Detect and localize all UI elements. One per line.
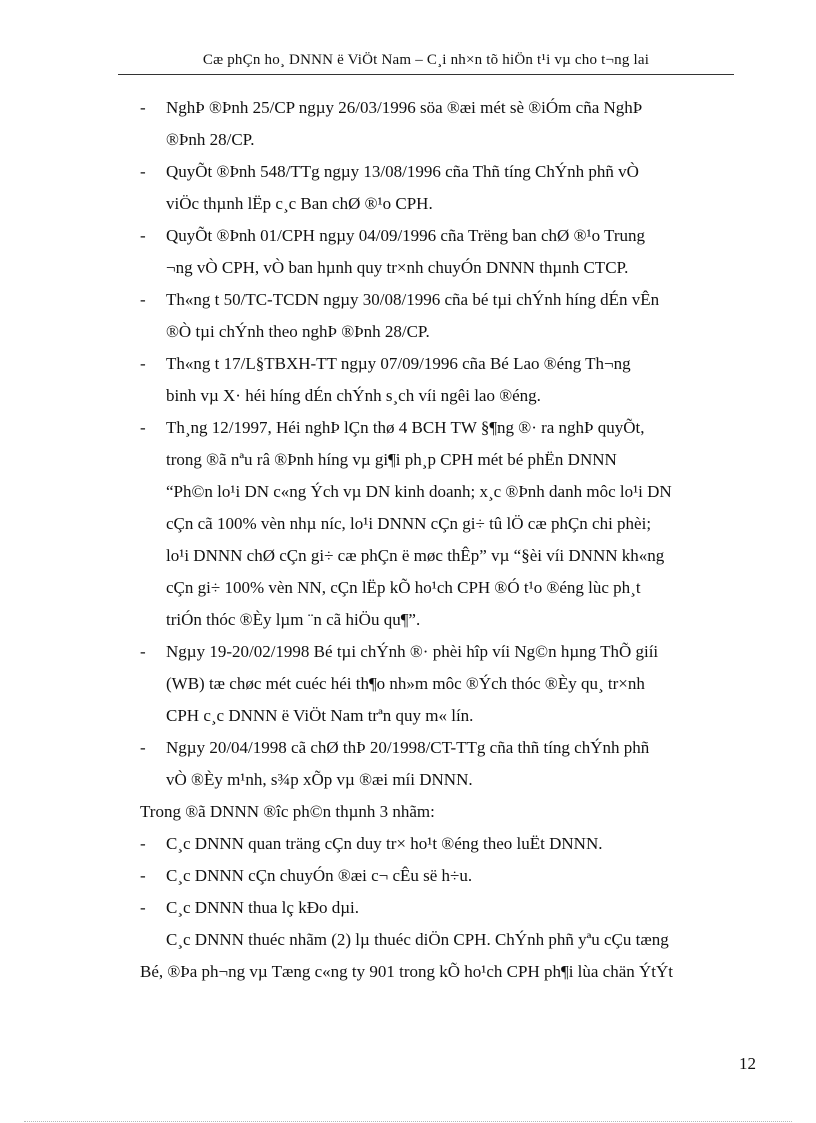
list-item: [140, 220, 740, 284]
text-line: (WB) tæ chøc mét cuéc héi th¶o nh»m môc ®Ých thóc ®Èy qu¸ tr×nh: [166, 674, 645, 693]
running-header: Cæ phÇn ho¸ DNNN ë ViÖt Nam – C¸i nh×n tõ hiÖn t¹i vµ cho t¬ng lai: [202, 52, 650, 68]
text-line: ®Ò tµi chÝnh theo nghÞ ®Þnh 28/CP.: [166, 322, 430, 341]
text-line: viÖc thµnh lËp c¸c Ban chØ ®¹o CPH.: [166, 194, 433, 213]
text-line: Th¸ng 12/1997, Héi nghÞ lÇn thø 4 BCH TW §¶ng ®· ra nghÞ quyÕt,: [166, 418, 645, 437]
list-item: [140, 732, 740, 796]
list-item: [140, 156, 740, 220]
list-item: [140, 636, 740, 732]
text-line: Th«ng t 50/TC-TCDN ngµy 30/08/1996 cña bé tµi chÝnh híng dÉn vÊn: [166, 290, 660, 309]
text-line: ¬ng vÒ CPH, vÒ ban hµnh quy tr×nh chuyÓn DNNN thµnh CTCP.: [166, 258, 629, 277]
bullet-dash: -: [140, 290, 146, 309]
list-item: [140, 892, 740, 924]
bullet-dash: -: [140, 834, 146, 853]
text-line: cÇn gi÷ 100% vèn NN, cÇn lËp kÕ ho¹ch CPH ®Ó t¹o ®éng lùc ph¸t: [166, 578, 641, 597]
footer-dotted-rule: [24, 1121, 792, 1122]
text-line: triÓn thóc ®Èy lµm ¨n cã hiÖu qu¶”.: [166, 610, 421, 629]
intro-line: Trong ®ã DNNN ®îc ph©n thµnh 3 nhãm:: [140, 802, 435, 821]
page-number: 12: [739, 1054, 756, 1073]
text-line: C¸c DNNN cÇn chuyÓn ®æi c¬ cÊu së h÷u.: [166, 866, 473, 885]
text-line: Ngµy 20/04/1998 cã chØ thÞ 20/1998/CT-TTg cña thñ tíng chÝnh phñ: [166, 738, 650, 757]
list-item: [140, 348, 740, 412]
bullet-dash: -: [140, 738, 146, 757]
text-line: Th«ng t 17/L§TBXH-TT ngµy 07/09/1996 cña Bé Lao ®éng Th¬ng: [166, 354, 631, 373]
list-item: [140, 92, 740, 156]
text-line: Ngµy 19-20/02/1998 Bé tµi chÝnh ®· phèi hîp víi Ng©n hµng ThÕ giíi: [166, 642, 659, 661]
text-line: C¸c DNNN quan träng cÇn duy tr× ho¹t ®éng theo luËt DNNN.: [166, 834, 603, 853]
list-item: [140, 284, 740, 348]
bullet-dash: -: [140, 162, 146, 181]
closing-paragraph-line: Bé, ®Þa ph¬ng vµ Tæng c«ng ty 901 trong kÕ ho¹ch CPH ph¶i lùa chän ÝtÝt: [140, 962, 674, 981]
text-line: cÇn cã 100% vèn nhµ níc, lo¹i DNNN cÇn gi÷ tû lÖ cæ phÇn chi phèi;: [166, 514, 652, 533]
closing-paragraph-line: C¸c DNNN thuéc nhãm (2) lµ thuéc diÖn CPH. ChÝnh phñ yªu cÇu tæng: [166, 930, 669, 949]
list-item: [140, 860, 740, 892]
text-line: C¸c DNNN thua lç kÐo dµi.: [166, 898, 359, 917]
text-line: QuyÕt ®Þnh 548/TTg ngµy 13/08/1996 cña Thñ tíng ChÝnh phñ vÒ: [166, 162, 639, 181]
list-item: [140, 412, 740, 636]
text-line: vÒ ®Èy m¹nh, s¾p xÕp vµ ®æi míi DNNN.: [166, 770, 473, 789]
text-line: CPH c¸c DNNN ë ViÖt Nam trªn quy m« lín.: [166, 706, 474, 725]
bullet-dash: -: [140, 226, 146, 245]
bullet-dash: -: [140, 866, 146, 885]
text-line: QuyÕt ®Þnh 01/CPH ngµy 04/09/1996 cña Trëng ban chØ ®¹o Trung: [166, 226, 645, 245]
bullet-dash: -: [140, 98, 146, 117]
bullet-dash: -: [140, 898, 146, 917]
text-line: “Ph©n lo¹i DN c«ng Ých vµ DN kinh doanh; x¸c ®Þnh danh môc lo¹i DN: [166, 482, 672, 501]
text-line: trong ®ã nªu râ ®Þnh híng vµ gi¶i ph¸p CPH mét bé phËn DNNN: [166, 450, 617, 469]
text-line: binh vµ X· héi híng dÉn chÝnh s¸ch víi ngêi lao ®éng.: [166, 386, 541, 405]
document-body: [140, 92, 740, 988]
header-rule: [118, 74, 734, 75]
bullet-dash: -: [140, 354, 146, 373]
list-item: [140, 828, 740, 860]
text-line: lo¹i DNNN chØ cÇn gi÷ cæ phÇn ë møc thÊp” vµ “§èi víi DNNN kh«ng: [166, 546, 665, 565]
bullet-dash: -: [140, 642, 146, 661]
bullet-dash: -: [140, 418, 146, 437]
text-line: ®Þnh 28/CP.: [166, 130, 255, 149]
text-line: NghÞ ®Þnh 25/CP ngµy 26/03/1996 söa ®æi mét sè ®iÓm cña NghÞ: [166, 98, 643, 117]
